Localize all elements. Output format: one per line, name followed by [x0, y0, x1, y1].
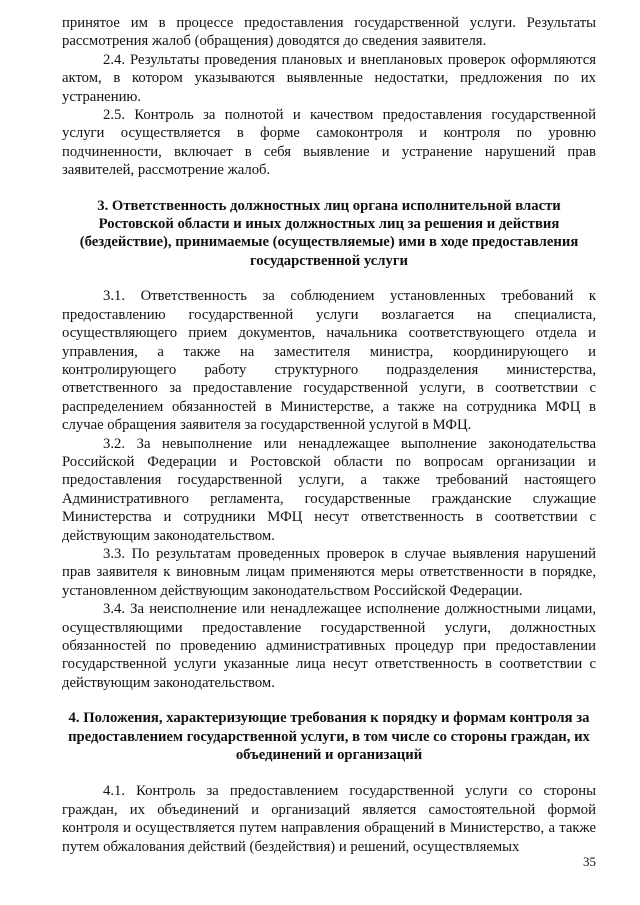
paragraph-3-2: 3.2. За невыполнение или ненадлежащее выполнение законодательства Российской Федерации и Ростовской области по вопросам организации и предоставления государственной услуги, а также требований настоящего Административного регламента, государственные гражданские служащие Министерства и сотрудники МФЦ несут ответственность в соответствии с действующим законодательством. — [62, 435, 596, 544]
paragraph-3-4: 3.4. За неисполнение или ненадлежащее исполнение должностными лицами, осуществляющими предоставление государственной услуги, должностных обязанностей по проведению административных процедур при предоставлении государственной услуги указанные лица несут ответственность в соответствии с действующим законодательством. — [62, 601, 596, 691]
page-number: 35 — [583, 854, 596, 869]
section-4-heading: 4. Положения, характеризующие требования к порядку и формам контроля за предоставлением государственной услуги, в том числе со стороны граждан, их объединений и организаций — [68, 710, 590, 764]
section-4-body — [62, 782, 596, 856]
paragraph-2-5: 2.5. Контроль за полнотой и качеством предоставления государственной услуги осуществляется в форме самоконтроля и контроля по уровню подчиненности, включает в себя выявление и устранение нарушений прав заявителей, рассмотрение жалоб. — [62, 107, 596, 179]
section-3-body — [62, 287, 596, 692]
paragraph-4-1: 4.1. Контроль за предоставлением государственной услуги со стороны граждан, их объединений и организаций является самостоятельной формой контроля и осуществляется путем направления обращений в Министерство, а также путем обжалования действий (бездействия) и решений, осуществляемых — [62, 783, 596, 855]
paragraph-3-1: 3.1. Ответственность за соблюдением установленных требований к предоставлению государственной услуги возлагается на специалиста, осуществляющего прием документов, начальника соответствующего отдела и управления, а также на заместителя министра, координирующего и контролирующего работу структурного подразделения министерства, ответственного за предоставление государственной услуги, в соответствии с распределением обязанностей в Министерстве, а также на сотрудника МФЦ в случае обращения заявителя за государственной услугой в МФЦ. — [62, 288, 596, 434]
paragraph-3-3: 3.3. По результатам проведенных проверок в случае выявления нарушений прав заявителя к виновным лицам применяются меры ответственности в порядке, установленном действующим законодательством Российской Федерации. — [62, 545, 596, 599]
paragraph-continuation: принятое им в процессе предоставления государственной услуги. Результаты рассмотрения жалоб (обращения) доводятся до сведения заявителя. — [62, 15, 596, 50]
section-3-heading: 3. Ответственность должностных лиц органа исполнительной власти Ростовской области и иных должностных лиц за решения и действия (бездействие), принимаемые (осуществляемые) ими в ходе предоставления государственной услуги — [79, 197, 579, 269]
document-page — [62, 14, 596, 856]
paragraph-2-4: 2.4. Результаты проведения плановых и внеплановых проверок оформляются актом, в котором указываются выявленные недостатки, предложения по их устранению. — [62, 51, 596, 105]
